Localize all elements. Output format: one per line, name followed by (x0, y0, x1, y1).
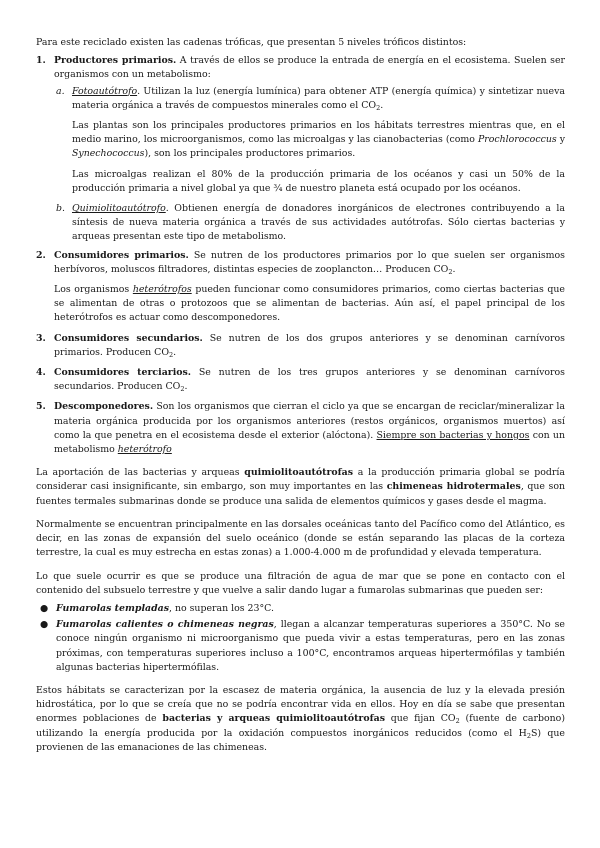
punctuation: . (184, 381, 188, 393)
term-fotoautotrofo: Fotoautótrofo (72, 85, 138, 97)
list-item-descomponedores (36, 400, 565, 457)
bullet-icon: ● (40, 602, 49, 614)
text: S) que provienen de las emanaciones de las chimeneas. (36, 727, 565, 753)
item-text: Se nutren de los dos grupos anteriores y se denominan carnívoros primarios. Producen CO (54, 332, 565, 358)
item-title: Consumidores secundarios. (54, 332, 203, 344)
punctuation: . (380, 99, 384, 111)
subscript: 2 (455, 717, 460, 726)
bullet-item-templadas (36, 602, 565, 616)
text: , que son fuentes termales submarinas donde se produce una salida de elementos químicos y gases desde el magma. (36, 481, 566, 507)
list-item-productores (36, 54, 565, 82)
item-text: Se nutren de los tres grupos anteriores y se denominan carnívoros secundarios. Producen CO (54, 367, 565, 393)
bold-italic-term: Fumarolas templadas (56, 602, 169, 614)
species-name: Prochlorococcus (477, 134, 557, 146)
paragraph-heterotrofos (36, 283, 565, 326)
subscript: 2 (169, 350, 174, 359)
bold-term: quimiolitoautótrofas (244, 467, 354, 479)
text: y (556, 134, 566, 146)
item-title: Productores primarios. (54, 55, 177, 67)
item-text: Se nutren de los productores primarios por lo que suelen ser organismos herbívoros, moluscos filtradores, distintas especies de zooplancton… Producen CO (54, 249, 565, 275)
bold-italic-term: Fumarolas calientes o chimeneas negras (56, 619, 274, 631)
bullet-icon: ● (40, 619, 49, 631)
item-number: 5. (36, 401, 46, 413)
paragraph-filtracion: Lo que suele ocurrir es que se produce una filtración de agua de mar que se pone en contacto con el contenido del subsuelo terrestre y que vuelve a salir dando lugar a fumarolas submarinas que pueden ser: (36, 570, 565, 596)
sub-item-quimiolitoautotrofo (36, 202, 565, 245)
text: pueden funcionar como consumidores primarios, como ciertas bacterias que se alimentan de otras o protozoos que se alimentan de bacterias. Aún así, el papel principal de los heterótrofos es actuar como descomponedores. (54, 284, 565, 324)
term-heterotrofo: heterótrofo (117, 444, 172, 456)
item-number: 3. (36, 332, 46, 344)
term-quimiolitoautotrofo: Quimiolitoautótrofo (72, 203, 166, 215)
sub-item-text: . Obtienen energía de donadores inorgánicos de electrones contribuyendo a la síntesis de nueva materia orgánica a través de sus actividades autótrofas. Sólo ciertas bacterias y arqueas presentan este tipo de metabolismo. (72, 203, 565, 243)
paragraph-habitats (36, 684, 565, 755)
item-number: 4. (36, 367, 46, 379)
term-heterotrofos: heterótrofos (132, 284, 192, 296)
item-text: con un metabolismo (54, 429, 565, 456)
sub-item-letter: b. (56, 203, 65, 215)
subscript: 2 (180, 385, 185, 394)
item-text: Son los organismos que cierran el ciclo ya que se encargan de reciclar/mineralizar la materia orgánica producida por los organismos anteriores (restos orgánicos, organismos muertos) así como la que penetra en el ecosistema desde el exterior (alóctona). (54, 401, 565, 441)
text: Las plantas son los principales productores primarios en los hábitats terrestres mientras que, en el medio marino, los microorganismos, como las microalgas y las cianobacterias (como (72, 120, 565, 146)
text: que fijan CO (384, 713, 456, 725)
subscript: 2 (376, 103, 381, 112)
item-title: Consumidores terciarios. (54, 367, 192, 379)
text: a la producción primaria global se podría considerar casi insignificante, sin embargo, son muy importantes en las (36, 467, 565, 493)
text: Estos hábitats se caracterizan por la escasez de materia orgánica, la ausencia de luz y la elevada presión hidrostática, por lo que se creía que no se podría encontrar vida en ellos. Hoy en día se sabe que presentan enormes poblaciones de (36, 684, 565, 725)
item-title: Descomponedores. (54, 401, 154, 413)
intro-paragraph: Para este reciclado existen las cadenas tróficas, que presentan 5 niveles tróficos distintos: (36, 37, 467, 48)
text: La aportación de las bacterias y arqueas (36, 467, 245, 479)
text: Los organismos (54, 284, 133, 296)
sub-item-text: . Utilizan la luz (energía lumínica) para obtener ATP (energía química) y sintetizar nueva materia orgánica a través de compuestos minerales como el CO (72, 85, 565, 111)
bold-term: chimeneas hidrotermales (386, 481, 521, 493)
list-item-consumidores-terciarios (36, 366, 565, 394)
species-name: Synechococcus (72, 148, 145, 160)
item-number: 2. (36, 249, 46, 261)
sub-item-fotoautotrofo (36, 85, 565, 113)
document-page (36, 36, 565, 755)
subscript: 2 (448, 267, 453, 276)
text: , no superan los 23°C. (169, 602, 274, 614)
bold-term: bacterias y arqueas quimiolitoautótrofas (162, 713, 385, 725)
list-item-consumidores-primarios (36, 249, 565, 277)
paragraph-plantas (36, 119, 565, 162)
item-title: Consumidores primarios. (54, 249, 189, 261)
punctuation: . (173, 346, 177, 358)
bullet-item-calientes (36, 618, 565, 675)
paragraph-dorsales: Normalmente se encuentran principalmente en las dorsales oceánicas tanto del Pacífico como del Atlántico, es decir, en las zonas de expansión del suelo oceánico (donde se están separando las placas de la corteza terrestre, la cual es muy estrecha en estas zonas) a 1.000-4.000 m de profundidad y elevada temperatura. (36, 518, 565, 559)
text: , llegan a alcanzar temperaturas superiores a 350°C. No se conoce ningún organismo ni microorganismo que pueda vivir a estas temperaturas, pero en las zonas próximas, con temperaturas superiores incluso a 100°C, encontramos arqueas hipertermófilas y también algunas bacterias hipertermófilas. (56, 619, 565, 673)
text: (fuente de carbono) utilizando la energía producida por la oxidación compuestos inorgánicos reducidos (como el H (36, 713, 565, 739)
item-text: A través de ellos se produce la entrada de energía en el ecosistema. Suelen ser organismos con un metabolismo: (54, 55, 565, 81)
paragraph-microalgas: Las microalgas realizan el 80% de la producción primaria de los océanos y casi un 50% de la producción primaria a nivel global ya que ¾ de nuestro planeta está ocupado por los océanos. (72, 168, 565, 194)
sub-item-letter: a. (56, 85, 65, 97)
subscript: 2 (526, 731, 531, 740)
item-number: 1. (36, 55, 46, 67)
paragraph-aportacion (36, 466, 565, 509)
text: ), son los principales productores primarios. (144, 148, 356, 160)
list-item-consumidores-secundarios (36, 332, 565, 360)
underlined-text: Siempre son bacterias y hongos (376, 429, 530, 441)
punctuation: . (452, 263, 456, 275)
